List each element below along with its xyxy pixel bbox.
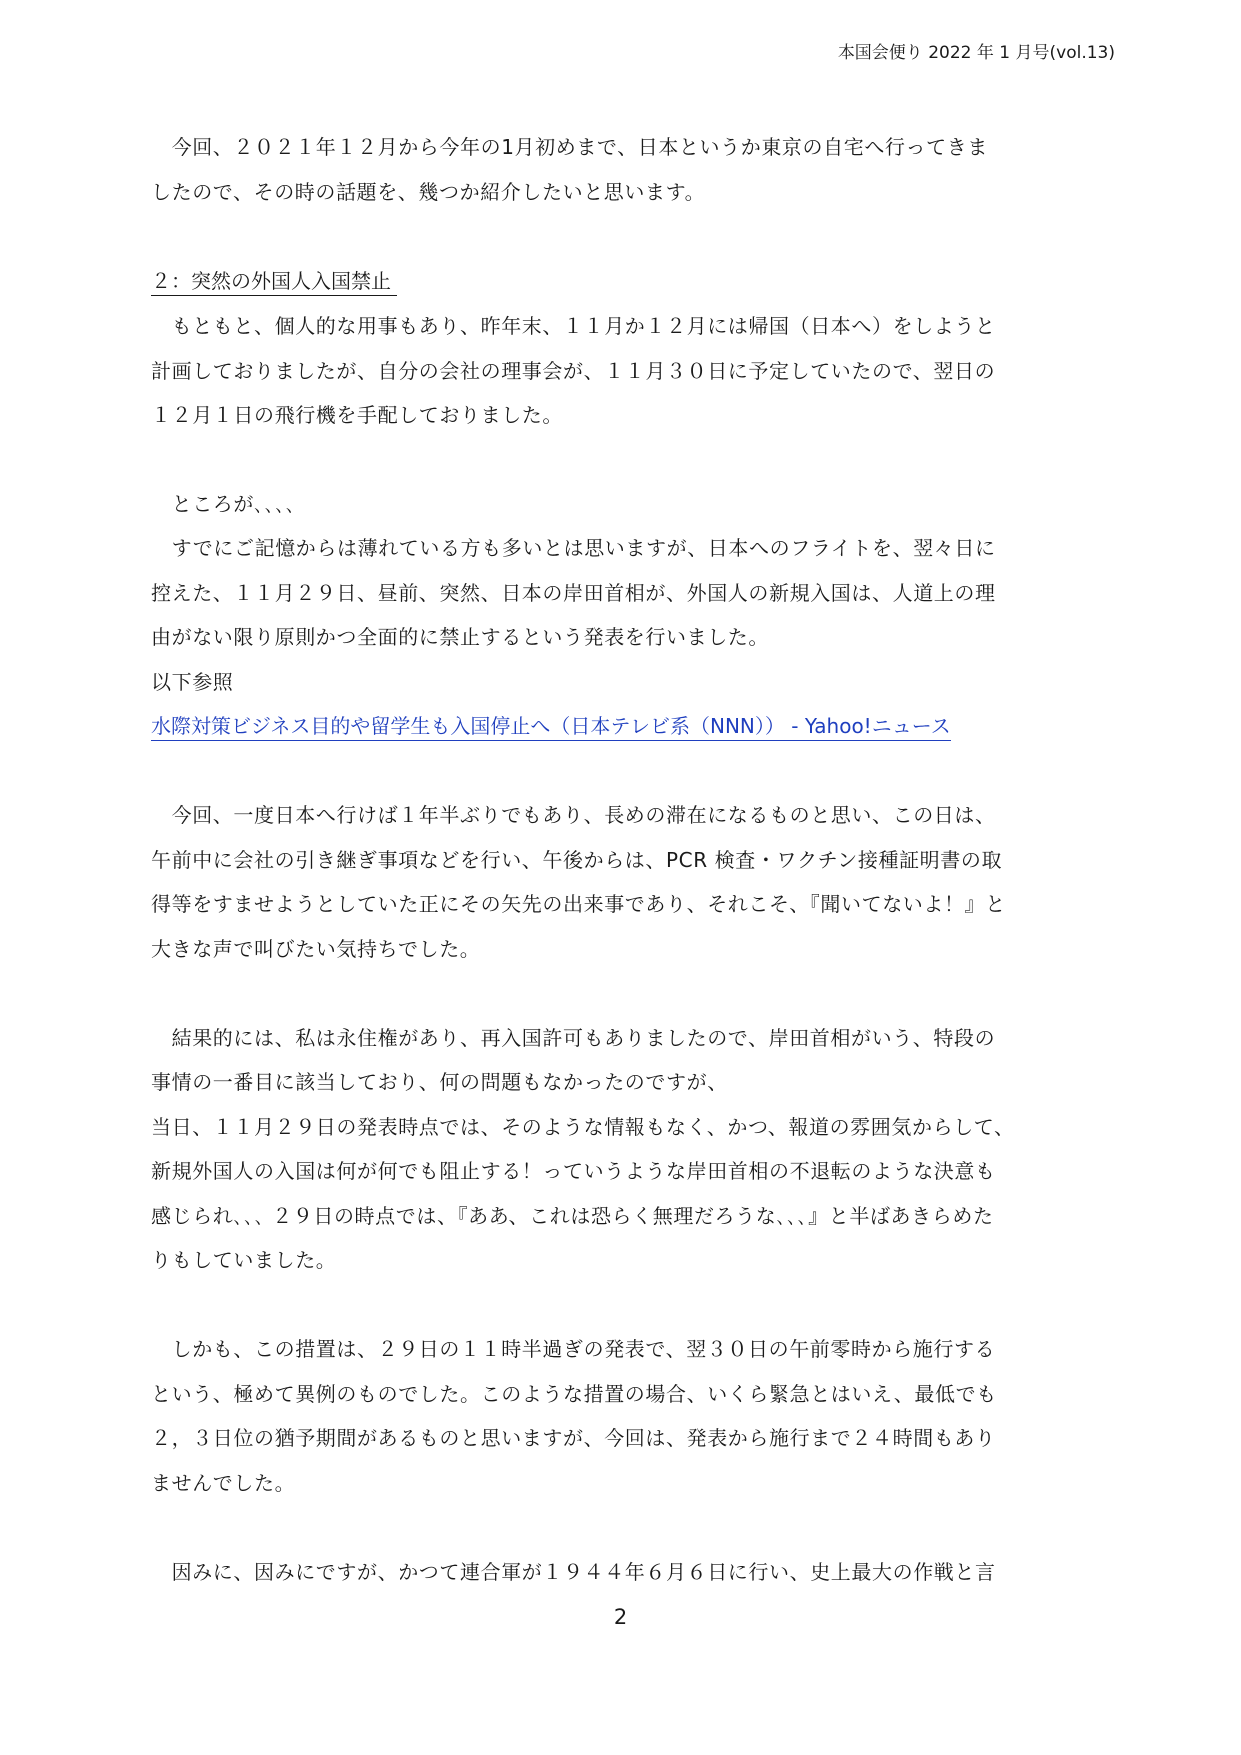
paragraph-line: 新規外国人の入国は何が何でも阻止する！っていうような岸田首相の不退転のような決意も <box>151 1159 996 1183</box>
paragraph-line: ませんでした。 <box>151 1471 296 1495</box>
paragraph-line: １２月１日の飛行機を手配しておりました。 <box>151 403 563 427</box>
paragraph-line: 由がない限り原則かつ全面的に禁止するという発表を行いました。 <box>151 625 769 649</box>
paragraph-line: 午前中に会社の引き継ぎ事項などを行い、午後からは、PCR 検査・ワクチン接種証明書の取 <box>151 848 1003 872</box>
paragraph-line: 控えた、１１月２９日、昼前、突然、日本の岸田首相が、外国人の新規入国は、人道上の理 <box>151 581 996 605</box>
paragraph-line: 計画しておりましたが、自分の会社の理事会が、１１月３０日に予定していたので、翌日の <box>151 359 996 383</box>
paragraph-line: 今回、一度日本へ行けば１年半ぶりでもあり、長めの滞在になるものと思い、この日は、 <box>151 803 996 827</box>
section-heading: ２：突然の外国人入国禁止 <box>151 267 397 296</box>
paragraph-line: しかも、この措置は、２９日の１１時半過ぎの発表で、翌３０日の午前零時から施行する <box>151 1337 996 1361</box>
paragraph-line: 大きな声で叫びたい気持ちでした。 <box>151 937 481 961</box>
paragraph-line: 感じられ､､､ ２９日の時点では、『ああ、これは恐らく無理だろうな､､､』と半ばあきらめた <box>151 1204 994 1228</box>
paragraph-line: ところが､､､､ <box>151 492 297 516</box>
paragraph-line: ２，３日位の猶予期間があるものと思いますが、今回は、発表から施行まで２４時間もあり <box>151 1426 996 1450</box>
paragraph-line: という、極めて異例のものでした。このような措置の場合、いくら緊急とはいえ、最低でも <box>151 1382 997 1406</box>
paragraph-line: 得等をすませようとしていた正にその矢先の出来事であり、それこそ、『聞いてないよ！』と <box>151 892 1006 916</box>
paragraph-line: したので、その時の話題を、幾つか紹介したいと思います。 <box>151 180 706 204</box>
page-number: 2 <box>613 1605 628 1629</box>
issue-header: 本国会便り 2022 年 1 月号(vol.13) <box>837 43 1115 63</box>
paragraph-line: 今回、２０２１年１２月から今年の1月初めまで、日本というか東京の自宅へ行ってきま <box>151 135 988 159</box>
paragraph-line: すでにご記憶からは薄れている方も多いとは思いますが、日本へのフライトを、翌々日に <box>151 536 996 560</box>
paragraph-line: 因みに、因みにですが、かつて連合軍が１９４４年６月６日に行い、史上最大の作戦と言 <box>151 1560 996 1584</box>
paragraph-line: 当日、１１月２９日の発表時点では、そのような情報もなく、かつ、報道の雰囲気からして、 <box>151 1115 1015 1139</box>
paragraph-line: 結果的には、私は永住権があり、再入国許可もありましたので、岸田首相がいう、特段の <box>151 1026 996 1050</box>
paragraph-line: 事情の一番目に該当しており、何の問題もなかったのですが、 <box>151 1070 728 1094</box>
paragraph-line: もともと、個人的な用事もあり、昨年末、１１月か１２月には帰国（日本へ）をしようと <box>151 314 996 338</box>
news-article-link[interactable]: 水際対策ビジネス目的や留学生も入国停止へ（日本テレビ系（NNN）） - Yahoo!ニュース <box>151 712 951 741</box>
paragraph-line: 以下参照 <box>151 670 234 694</box>
paragraph-line: りもしていました。 <box>151 1248 337 1272</box>
